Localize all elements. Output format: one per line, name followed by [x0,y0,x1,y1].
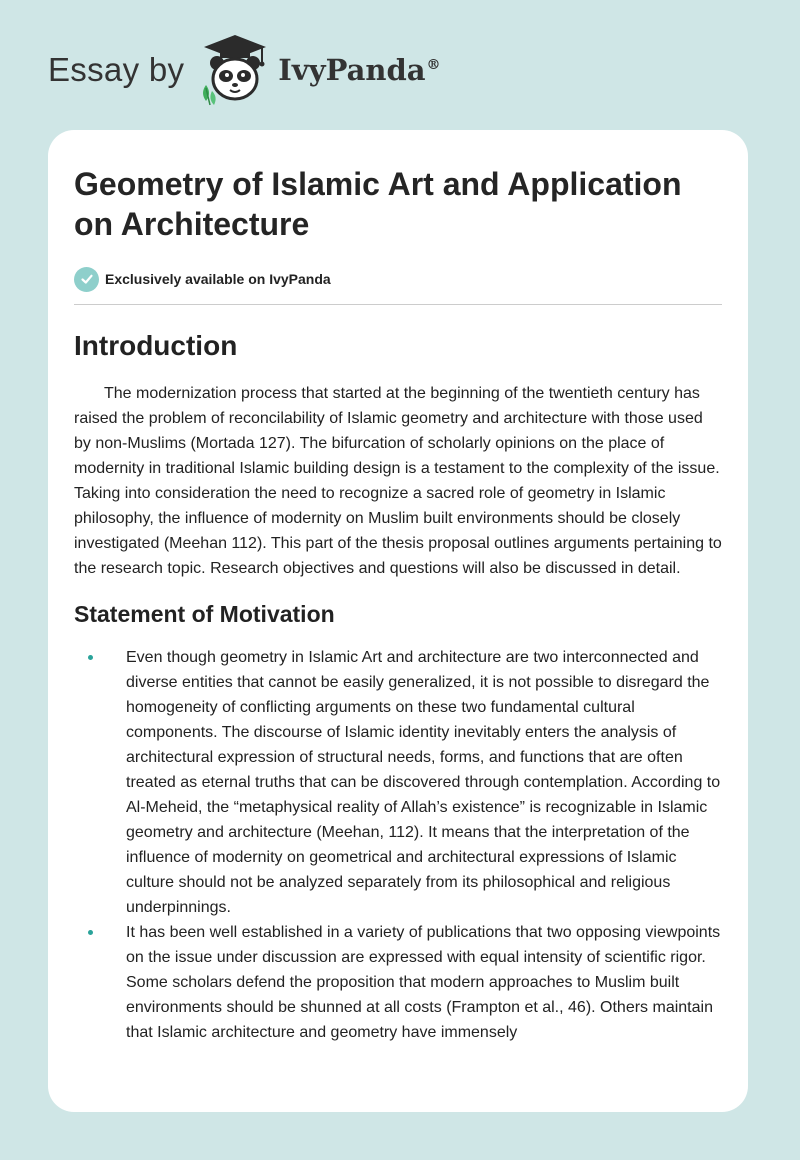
list-item [74,920,722,1045]
site-header [48,30,441,110]
list-item-text: Even though geometry in Islamic Art and architecture are two interconnected and diverse entities that cannot be easily generalized, it is not possible to disregard the homogeneity of conflicting arguments on these two fundamental cultural components. The discourse of Islamic identity inevitably enters the analysis of architectural expression of structural needs, forms, and functions that are often treated as eternal truths that can be discovered through contemplation. According to Al-Meheid, the “metaphysical reality of Allah’s existence” is recognizable in Islamic geometry and architecture (Meehan, 112). It means that the interpretation of the influence of modernity on geometrical and architectural expressions of Islamic culture should not be analyzed separately from its philosophical and religious underpinnings. [126,649,721,916]
subsection-heading: Statement of Motivation [74,601,335,627]
panda-graduate-icon [200,33,270,107]
check-circle-icon [74,267,99,292]
list-item-text: It has been well established in a variety of publications that two opposing viewpoints on the issue under discussion are expressed with equal intensity of scientific rigor. Some scholars defend the proposition that modern approaches to Muslim built environments should be shunned at all costs (Frampton et al., 46). Others maintain that Islamic architecture and geometry have immensely [126,924,721,1041]
motivation-list [74,645,722,1045]
bullet-icon [88,930,93,935]
intro-paragraph: The modernization process that started at the beginning of the twentieth century has raised the problem of reconcilability of Islamic geometry and architecture with those used by non-Muslims (Mortada 127). The bifurcation of scholarly opinions on the place of modernity in traditional Islamic building design is a testament to the complexity of the issue. Taking into consideration the need to recognize a sacred role of geometry in Islamic philosophy, the influence of modernity on Muslim built environments should be closely investigated (Meehan 112). This part of the thesis proposal outlines arguments pertaining to the research topic. Research objectives and questions will also be discussed in detail. [74,385,722,577]
page-title: Geometry of Islamic Art and Application on Architecture [74,166,682,242]
section-heading: Introduction [74,330,238,361]
exclusive-badge-text: Exclusively available on IvyPanda [105,271,331,287]
list-item [74,645,722,920]
bullet-icon [88,655,93,660]
divider [74,304,722,305]
brand-name: IvyPanda® [278,53,441,87]
exclusive-badge [74,266,722,292]
brand-prefix: Essay by [48,51,185,88]
essay-card [48,130,748,1112]
